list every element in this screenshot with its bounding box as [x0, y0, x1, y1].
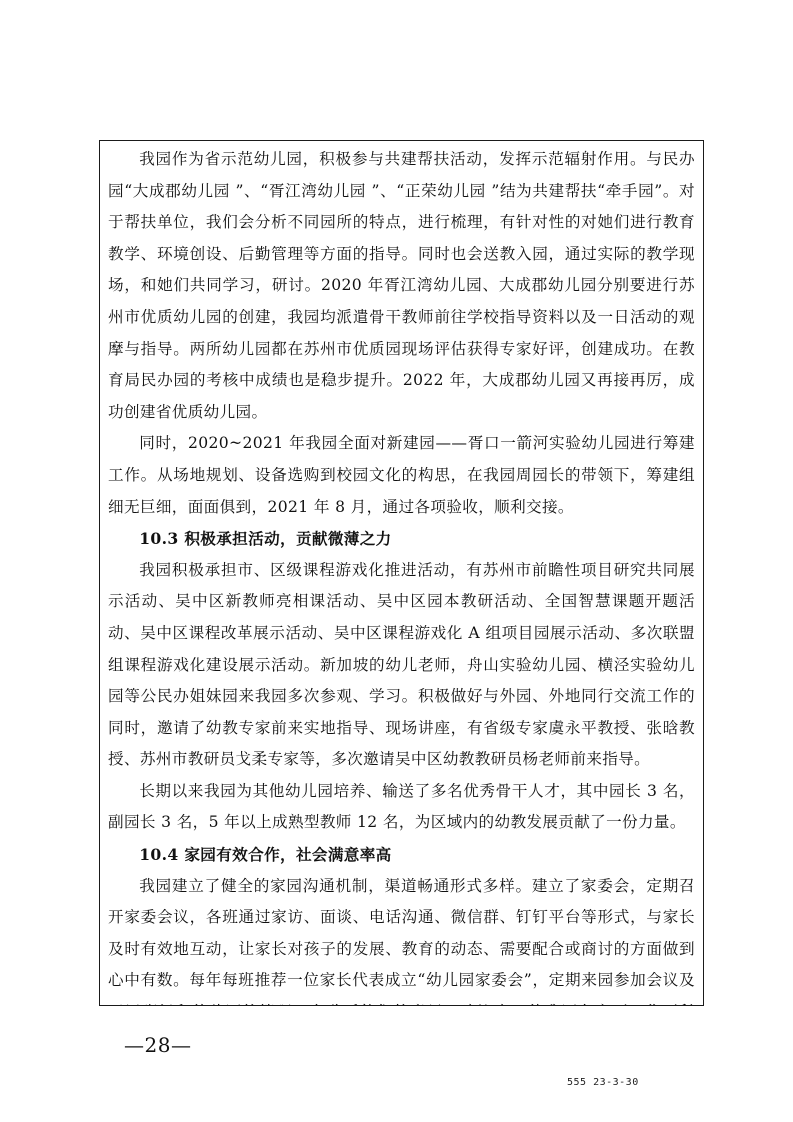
section-heading-10-3: 10.3 积极承担活动，贡献微薄之力: [139, 529, 392, 549]
paragraph-partnership: 我园作为省示范幼儿园，积极参与共建帮扶活动，发挥示范辐射作用。与民办园“大成郡幼儿园 ”、“胥江湾幼儿园 ”、“正荣幼儿园 ”结为共建帮扶“牵手园”。对于帮扶单位，我们会分析不同园所的特点，进行梳理，有针对性的对她们进行教育教学、环境创设、后勤管理等方面的指导。同时也会送教入园，通过实际的教学现场，和她们共同学习，研讨。2020 年胥江湾幼儿园、大成郡幼儿园分别要进行苏州市优质幼儿园的创建，我园均派遣骨干教师前往学校指导资料以及一日活动的观摩与指导。两所幼儿园都在苏州市优质园现场评估获得专家好评，创建成功。在教育局民办园的考核中成绩也是稳步提升。2022 年，大成郡幼儿园又再接再厉，成功创建省优质幼儿园。: [108, 150, 695, 421]
paragraph-new-kindergarten: 同时，2020~2021 年我园全面对新建园——胥口一箭河实验幼儿园进行筹建工作。从场地规划、设备选购到校园文化的构思，在我园周园长的带领下，筹建组细无巨细，面面俱到，2021 年 8 月，通过各项验收，顺利交接。: [108, 434, 695, 516]
section-heading-10-4: 10.4 家园有效合作，社会满意率高: [139, 845, 392, 865]
paragraph-home-communication: 我园建立了健全的家园沟通机制，渠道畅通形式多样。建立了家委会，定期召开家委会议，各班通过家访、面谈、电话沟通、微信群、钉钉平台等形式，与家长及时有效地互动，让家长对孩子的发展、教育的动态、需要配合或商讨的方面做到心中有数。每年每班推荐一位家长代表成立“幼儿园家委会”，定期来园参加会议及: [108, 876, 695, 990]
paragraph-talent-training: 长期以来我园为其他幼儿园培养、输送了多名优秀骨干人才，其中园长 3 名，副园长 3 名，5 年以上成熟型教师 12 名，为区域内的幼教发展贡献了一份力量。: [108, 781, 695, 832]
page-number: —28—: [124, 1033, 192, 1057]
content-frame: [99, 140, 704, 1006]
paragraph-activities: 我园积极承担市、区级课程游戏化推进活动，有苏州市前瞻性项目研究共同展示活动、吴中区新教师亮相课活动、吴中区园本教研活动、全国智慧课题开题活动、吴中区课程改革展示活动、吴中区课程游戏化 A 组项目园展示活动、多次联盟组课程游戏化建设展示活动。新加坡的幼儿老师，舟山实验幼儿园、横泾实验幼儿园等公民办姐妹园来我园多次参观、学习。积极做好与外园、外地同行交流工作的同时，邀请了幼教专家前来实地指导、现场讲座，有省级专家虞永平教授、张晗教授、苏州市教研员戈柔专家等，多次邀请吴中区幼教教研员杨老师前来指导。: [108, 560, 695, 769]
print-code: 555 23-3-30: [567, 1077, 639, 1088]
document-body: [108, 144, 695, 1006]
